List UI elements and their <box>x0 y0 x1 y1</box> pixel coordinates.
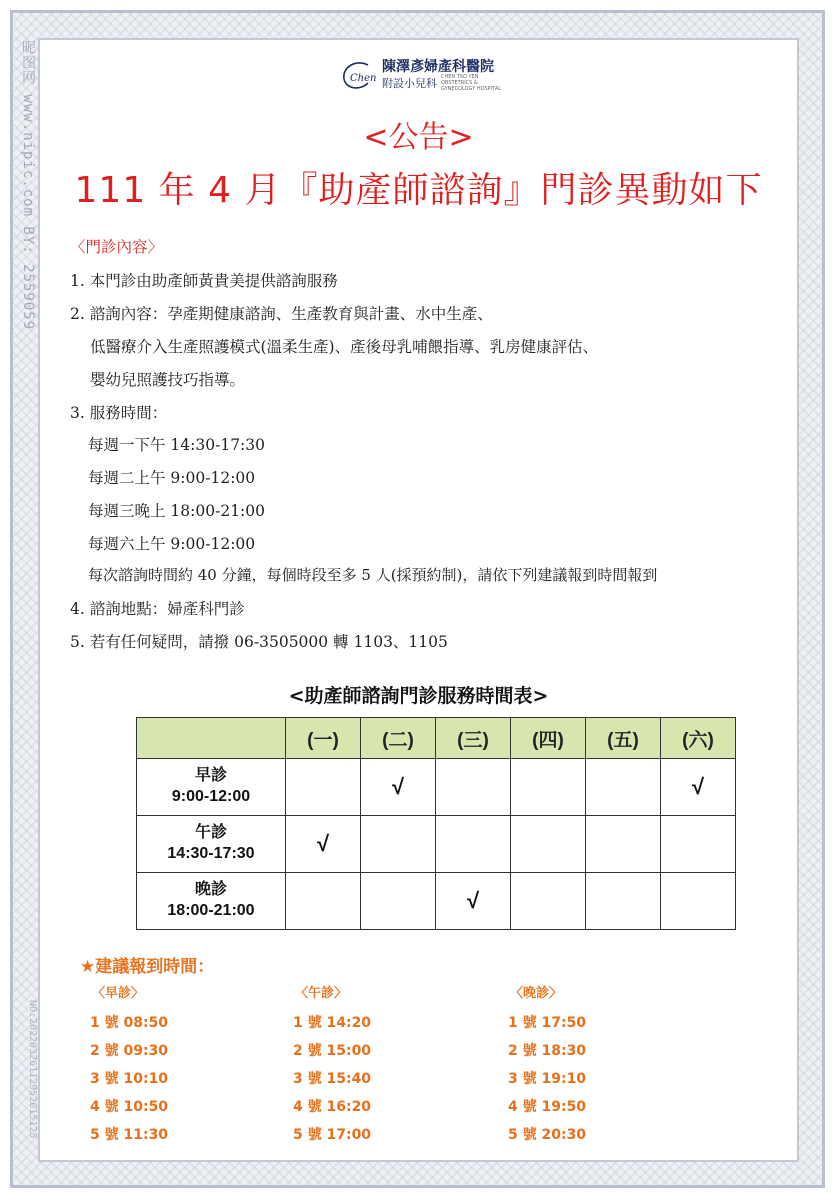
table-row <box>137 873 736 930</box>
schedule-cell <box>361 873 436 930</box>
schedule-cell: √ <box>361 759 436 816</box>
bottom-watermark: NO:20220326112952615125 <box>27 1000 38 1139</box>
report-slot: 2 號 09:30 <box>90 1043 169 1059</box>
schedule-header-row <box>137 718 736 759</box>
report-slot: 2 號 18:30 <box>508 1043 587 1059</box>
day-header: (二) <box>361 718 436 759</box>
side-watermark: 昵图网 www.nipic.com BY: 2559059 <box>20 40 36 331</box>
report-slot: 1 號 08:50 <box>90 1015 169 1031</box>
schedule-cell <box>586 759 661 816</box>
table-row <box>137 816 736 873</box>
report-column-head: 〈午診〉 <box>295 986 348 1001</box>
content-line: 1. 本門診由助產師黃貴美提供諮詢服務 <box>70 272 338 290</box>
day-header: (一) <box>286 718 361 759</box>
report-slot: 3 號 19:10 <box>508 1071 587 1087</box>
content-line: 每週二上午 9:00-12:00 <box>88 469 256 487</box>
content-line: 每週一下午 14:30-17:30 <box>88 436 266 454</box>
notice-title: <公告> <box>363 120 474 155</box>
schedule-cell <box>661 816 736 873</box>
hospital-english-name: CHEN TSO YEN OBSTETRICS & GYNECOLOGY HOSPITAL <box>441 74 502 93</box>
schedule-cell <box>511 816 586 873</box>
content-line: 嬰幼兒照護技巧指導。 <box>90 371 246 389</box>
schedule-cell <box>436 759 511 816</box>
session-label <box>137 873 286 930</box>
schedule-title: <助產師諮詢門診服務時間表> <box>288 685 549 707</box>
schedule-cell <box>511 759 586 816</box>
session-name: 晚診 <box>194 881 227 899</box>
schedule-cell <box>436 816 511 873</box>
hospital-logo <box>338 56 538 96</box>
day-header: (三) <box>436 718 511 759</box>
session-name: 早診 <box>194 767 227 785</box>
report-column-evening <box>508 982 668 1143</box>
report-slot: 5 號 11:30 <box>90 1127 169 1143</box>
hospital-name: 陳澤彥婦產科醫院 <box>382 58 494 75</box>
report-time-title: ★建議報到時間： <box>80 957 215 977</box>
schedule-cell <box>286 873 361 930</box>
logo-mark-icon <box>338 59 378 93</box>
hospital-subtitle: 附設小兒科 <box>382 76 437 90</box>
report-slot: 4 號 16:20 <box>293 1099 372 1115</box>
session-label <box>137 759 286 816</box>
main-title: 111 年 4 月『助產師諮詢』門診異動如下 <box>74 170 763 211</box>
schedule-cell: √ <box>436 873 511 930</box>
schedule-cell: √ <box>661 759 736 816</box>
day-header: (五) <box>586 718 661 759</box>
schedule-table <box>136 717 736 930</box>
section-heading: 〈門診內容〉 <box>70 238 164 256</box>
content-line: 低醫療介入生產照護模式(溫柔生產)、產後母乳哺餵指導、乳房健康評估、 <box>90 338 599 356</box>
report-slot: 5 號 17:00 <box>293 1127 372 1143</box>
schedule-cell <box>586 816 661 873</box>
report-slot: 3 號 15:40 <box>293 1071 372 1087</box>
report-slot: 1 號 17:50 <box>508 1015 587 1031</box>
table-row <box>137 759 736 816</box>
schedule-cell <box>286 759 361 816</box>
day-header: (四) <box>511 718 586 759</box>
session-time: 14:30-17:30 <box>167 845 255 862</box>
content-line: 2. 諮詢內容：孕產期健康諮詢、生產教育與計畫、水中生產、 <box>70 305 493 323</box>
schedule-corner-cell <box>137 718 286 759</box>
content-line: 每週三晚上 18:00-21:00 <box>88 502 266 520</box>
schedule-cell <box>511 873 586 930</box>
schedule-cell <box>361 816 436 873</box>
content-line: 3. 服務時間： <box>70 404 168 422</box>
content-line: 4. 諮詢地點：婦產科門診 <box>70 600 245 618</box>
content-line: 5. 若有任何疑問，請撥 06-3505000 轉 1103、1105 <box>70 633 448 651</box>
session-time: 18:00-21:00 <box>167 902 255 919</box>
session-time: 9:00-12:00 <box>171 788 251 805</box>
logo-mark-text: Chen <box>350 73 377 84</box>
report-column-head: 〈晚診〉 <box>510 986 563 1001</box>
report-column-head: 〈早診〉 <box>92 986 145 1001</box>
schedule-cell <box>661 873 736 930</box>
report-slot: 3 號 10:10 <box>90 1071 169 1087</box>
report-column-afternoon <box>293 982 453 1143</box>
content-line: 每週六上午 9:00-12:00 <box>88 535 256 553</box>
report-slot: 1 號 14:20 <box>293 1015 372 1031</box>
report-slot: 2 號 15:00 <box>293 1043 372 1059</box>
content-line: 每次諮詢時間約 40 分鐘，每個時段至多 5 人(採預約制)，請依下列建議報到時間報到 <box>88 566 658 584</box>
report-slot: 4 號 19:50 <box>508 1099 587 1115</box>
day-header: (六) <box>661 718 736 759</box>
session-label <box>137 816 286 873</box>
report-column-morning <box>90 982 250 1143</box>
schedule-cell: √ <box>286 816 361 873</box>
report-slot: 5 號 20:30 <box>508 1127 587 1143</box>
schedule-cell <box>586 873 661 930</box>
report-slot: 4 號 10:50 <box>90 1099 169 1115</box>
session-name: 午診 <box>194 824 227 842</box>
